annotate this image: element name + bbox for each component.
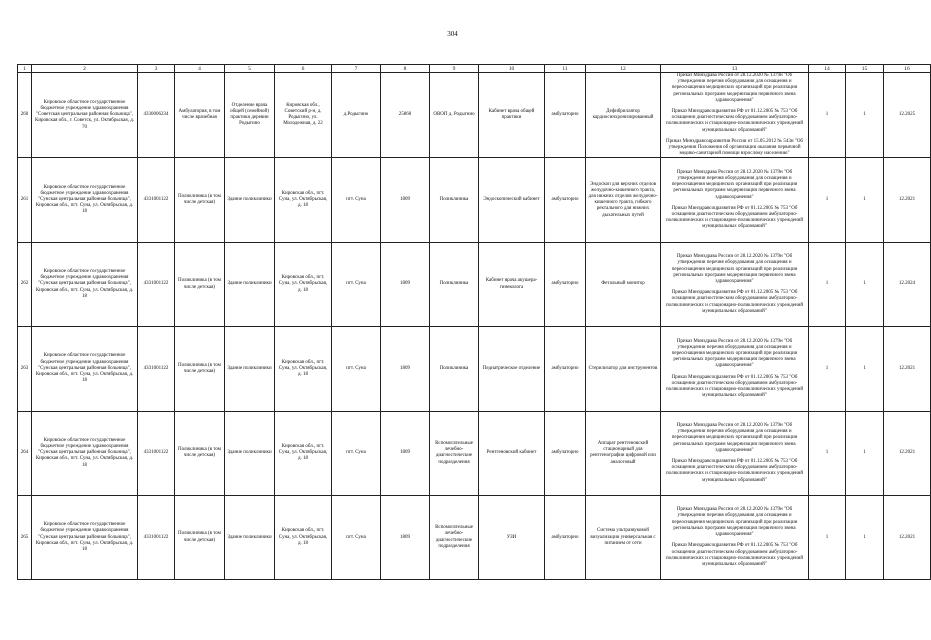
table-cell-col-1: 263 — [18, 327, 32, 411]
table-cell-col-7: пгт. Суна — [332, 242, 381, 326]
table-cell-col-1: 265 — [18, 496, 32, 580]
column-number: 1 — [18, 65, 32, 73]
table-cell-col-4: Амбулатория, в том числе врачебная — [175, 73, 225, 158]
table-row — [18, 158, 931, 242]
table-cell-col-16: 12.2021 — [884, 496, 931, 580]
regulation-text: Приказ Минздрава России от 28.12.2020 № 1379н "Об утверждении перечня оборудования для оснащения и переоснащения медицинских организаций при реализации региональных программ модернизации первичного звена здравоохранения" — [671, 254, 798, 284]
table-cell-col-7: пгт. Суна — [332, 411, 381, 495]
table-row — [18, 411, 931, 495]
column-number: 3 — [138, 65, 175, 73]
table-cell-col-6: Кировская обл., пгт. Суна, ул. Октябрьская, д. 18 — [275, 242, 332, 326]
regulation-text: Приказ Минздравсоцразвития РФ от 01.12.2005 № 753 "Об оснащении диагностическим оборудованием амбулаторно-поликлинических и стационарно-поликлинических учреждений муниципальных образований" — [665, 205, 803, 230]
table-cell-col-1: 260 — [18, 73, 32, 158]
regulation-cell — [661, 73, 809, 158]
table-cell-col-16: 12.2021 — [884, 327, 931, 411]
table-cell-col-7: пгт. Суна — [332, 327, 381, 411]
table-cell-col-2: Кировское областное государственное бюджетное учреждение здравоохранения "Советская центральная районная больница", Кировская обл., г. Советск, ул. Октябрьская, д. 70 — [32, 73, 138, 158]
table-cell-col-2: Кировское областное государственное бюджетное учреждение здравоохранения "Сунская центральная районная больница", Кировская обл., пгт. Суна, ул. Октябрьская, д. 18 — [32, 327, 138, 411]
table-cell-col-4: Поликлиника (в том числе детская) — [175, 496, 225, 580]
regulation-text: Приказ Минздравсоцразвития РФ от 01.12.2005 № 753 "Об оснащении диагностическим оборудованием амбулаторно-поликлинических и стационарно-поликлинических учреждений муниципальных образований" — [665, 374, 803, 399]
table-cell-col-2: Кировское областное государственное бюджетное учреждение здравоохранения "Сунская центральная районная больница", Кировская обл., пгт. Суна, ул. Октябрьская, д. 18 — [32, 411, 138, 495]
table-cell-col-2: Кировское областное государственное бюджетное учреждение здравоохранения "Сунская центральная районная больница", Кировская обл., пгт. Суна, ул. Октябрьская, д. 18 — [32, 496, 138, 580]
table-cell-col-6: Кировская обл., пгт. Суна, ул. Октябрьская, д. 18 — [275, 158, 332, 242]
table-cell-col-15: 1 — [846, 242, 884, 326]
table-cell-col-1: 261 — [18, 158, 32, 242]
table-cell-col-11: амбулаторно — [545, 327, 586, 411]
table-cell-col-11: амбулаторно — [545, 158, 586, 242]
regulation-cell — [661, 242, 809, 326]
table-row — [18, 73, 931, 158]
column-number: 6 — [275, 65, 332, 73]
column-number: 5 — [225, 65, 275, 73]
regulation-cell — [661, 158, 809, 242]
table-cell-col-8: 1809 — [381, 242, 430, 326]
regulation-cell — [661, 327, 809, 411]
table-cell-col-11: амбулаторно — [545, 411, 586, 495]
table-cell-col-12: Дефибриллятор кардиосинхронизированный — [586, 73, 661, 158]
table-cell-col-12: Фетальный монитор — [586, 242, 661, 326]
table-cell-col-14: 1 — [809, 411, 846, 495]
column-number: 2 — [32, 65, 138, 73]
table-cell-col-15: 1 — [846, 411, 884, 495]
table-cell-col-5: Здание поликлиники — [225, 327, 275, 411]
table-row — [18, 242, 931, 326]
column-number: 10 — [479, 65, 545, 73]
table-cell-col-3: 4331001122 — [138, 242, 175, 326]
table-cell-col-3: 4331001122 — [138, 158, 175, 242]
table-cell-col-8: 25860 — [381, 73, 430, 158]
column-number: 12 — [586, 65, 661, 73]
table-cell-col-16: 12.2021 — [884, 411, 931, 495]
column-number: 11 — [545, 65, 586, 73]
regulation-text: Приказ Минздрава России от 28.12.2020 № 1379н "Об утверждении перечня оборудования для оснащения и переоснащения медицинских организаций при реализации региональных программ модернизации первичного звена здравоохранения" — [671, 73, 798, 103]
table-cell-col-10: Педиатрическое отделение — [479, 327, 545, 411]
table-cell-col-3: 4331001122 — [138, 327, 175, 411]
table-cell-col-8: 1809 — [381, 496, 430, 580]
table-cell-col-10: Рентгеновский кабинет — [479, 411, 545, 495]
table-cell-col-3: 4330006234 — [138, 73, 175, 158]
table-cell-col-9: Вспомогательные лечебно-диагностические подразделения — [430, 496, 479, 580]
table-cell-col-5: Отделение врача общей (семейной) практики деревни Родыгино — [225, 73, 275, 158]
table-cell-col-6: Кировская обл., пгт. Суна, ул. Октябрьская, д. 18 — [275, 327, 332, 411]
regulation-text: Приказ Минздравсоцразвития РФ от 01.12.2005 № 753 "Об оснащении диагностическим оборудованием амбулаторно-поликлинических и стационарно-поликлинических учреждений муниципальных образований" — [665, 543, 803, 567]
table-cell-col-15: 1 — [846, 73, 884, 158]
table-cell-col-15: 1 — [846, 327, 884, 411]
table-cell-col-4: Поликлиника (в том числе детская) — [175, 158, 225, 242]
table-cell-col-5: Здание поликлиники — [225, 496, 275, 580]
table-cell-col-6: Кировская обл., пгт. Суна, ул. Октябрьская, д. 18 — [275, 411, 332, 495]
table-cell-col-12: Эндоскоп для верхних отделов желудочно-кишечного тракта, для нижних отделов желудочно-кишечного тракта, гибкого ректального для нижних дыхательных путей — [586, 158, 661, 242]
table-cell-col-1: 264 — [18, 411, 32, 495]
table-cell-col-8: 1809 — [381, 158, 430, 242]
table-cell-col-16: 12.2021 — [884, 158, 931, 242]
table-cell-col-15: 1 — [846, 158, 884, 242]
table-cell-col-10: Эндоскопический кабинет — [479, 158, 545, 242]
column-number: 15 — [846, 65, 884, 73]
table-cell-col-15: 1 — [846, 496, 884, 580]
table-cell-col-14: 1 — [809, 73, 846, 158]
table-cell-col-5: Здание поликлиники — [225, 158, 275, 242]
table-cell-col-8: 1809 — [381, 411, 430, 495]
table-cell-col-11: амбулаторно — [545, 242, 586, 326]
table-cell-col-3: 4331001122 — [138, 411, 175, 495]
table-cell-col-6: Кировская обл., пгт. Суна, ул. Октябрьская, д. 18 — [275, 496, 332, 580]
table-cell-col-6: Кировская обл., Советский р-н, д. Родыгино, ул. Молодежная, д. 22 — [275, 73, 332, 158]
table-cell-col-11: амбулаторно — [545, 496, 586, 580]
table-cell-col-9: ОВОП д. Родыгино — [430, 73, 479, 158]
table-cell-col-9: Поликлиника — [430, 158, 479, 242]
table-cell-col-4: Поликлиника (в том числе детская) — [175, 242, 225, 326]
regulation-text: Приказ Минздравсоцразвития РФ от 01.12.2005 № 753 "Об оснащении диагностическим оборудованием амбулаторно-поликлинических и стационарно-поликлинических учреждений муниципальных образований" — [665, 109, 803, 133]
table-cell-col-14: 1 — [809, 158, 846, 242]
column-number-row — [18, 65, 931, 73]
table-cell-col-5: Здание поликлиники — [225, 242, 275, 326]
table-cell-col-4: Поликлиника (в том числе детская) — [175, 327, 225, 411]
equipment-table — [17, 64, 931, 580]
table-cell-col-10: Кабинет врача общей практики — [479, 73, 545, 158]
table-cell-col-7: пгт. Суна — [332, 496, 381, 580]
table-cell-col-10: Кабинет врача акушера-гинеколога — [479, 242, 545, 326]
table-cell-col-2: Кировское областное государственное бюджетное учреждение здравоохранения "Сунская центральная районная больница", Кировская обл., пгт. Суна, ул. Октябрьская, д. 18 — [32, 158, 138, 242]
regulation-cell — [661, 411, 809, 495]
column-number: 13 — [661, 65, 809, 73]
table-row — [18, 327, 931, 411]
table-cell-col-14: 1 — [809, 242, 846, 326]
regulation-text: Приказ Минздрава России от 28.12.2020 № 1379н "Об утверждении перечня оборудования для оснащения и переоснащения медицинских организаций при реализации региональных программ модернизации первичного звена здравоохранения" — [671, 422, 798, 453]
column-number: 4 — [175, 65, 225, 73]
table-row — [18, 496, 931, 580]
regulation-text: Приказ Минздрава России от 28.12.2020 № 1379н "Об утверждении перечня оборудования для оснащения и переоснащения медицинских организаций при реализации региональных программ модернизации первичного звена здравоохранения" — [671, 169, 798, 200]
regulation-cell — [661, 496, 809, 580]
table-cell-col-12: Аппарат рентгеновский стационарный для рентгенографии цифровой или аналоговый — [586, 411, 661, 495]
table-cell-col-7: д.Родыгино — [332, 73, 381, 158]
table-cell-col-12: Система ультразвуковой визуализации универсальная с питанием от сети — [586, 496, 661, 580]
regulation-text: Приказ Минздрава России от 28.12.2020 № 1379н "Об утверждении перечня оборудования для оснащения и переоснащения медицинских организаций при реализации региональных программ модернизации первичного звена здравоохранения" — [671, 338, 798, 369]
column-number: 16 — [884, 65, 931, 73]
column-number: 8 — [381, 65, 430, 73]
table-cell-col-16: 12.2025 — [884, 73, 931, 158]
column-number: 14 — [809, 65, 846, 73]
table-cell-col-8: 1809 — [381, 327, 430, 411]
table-cell-col-10: УЗИ — [479, 496, 545, 580]
table-cell-col-14: 1 — [809, 496, 846, 580]
regulation-text: Приказ Минздрава России от 28.12.2020 № 1379н "Об утверждении перечня оборудования для оснащения и переоснащения медицинских организаций при реализации региональных программ модернизации первичного звена здравоохранения" — [671, 507, 798, 538]
table-cell-col-9: Поликлиника — [430, 242, 479, 326]
table-cell-col-12: Стерилизатор для инструментов — [586, 327, 661, 411]
regulation-text: Приказ Минздравсоцразвития РФ от 01.12.2005 № 753 "Об оснащении диагностическим оборудованием амбулаторно-поликлинических и стационарно-поликлинических учреждений муниципальных образований" — [665, 458, 803, 483]
column-number: 9 — [430, 65, 479, 73]
table-cell-col-5: Здание поликлиники — [225, 411, 275, 495]
table-cell-col-11: амбулаторно — [545, 73, 586, 158]
table-cell-col-3: 4331001122 — [138, 496, 175, 580]
regulation-text: Приказ Минздравсоцразвития РФ от 01.12.2005 № 753 "Об оснащении диагностическим оборудованием амбулаторно-поликлинических и стационарно-поликлинических учреждений муниципальных образований" — [665, 290, 803, 314]
table-cell-col-9: Вспомогательные лечебно-диагностические подразделения — [430, 411, 479, 495]
table-cell-col-2: Кировское областное государственное бюджетное учреждение здравоохранения "Сунская центральная районная больница", Кировская обл., пгт. Суна, ул. Октябрьская, д. 18 — [32, 242, 138, 326]
table-cell-col-7: пгт. Суна — [332, 158, 381, 242]
column-number: 7 — [332, 65, 381, 73]
table-cell-col-1: 262 — [18, 242, 32, 326]
table-cell-col-14: 1 — [809, 327, 846, 411]
regulation-text: Приказ Минздравсоцразвития России от 15.05.2012 № 543н "Об утверждении Положения об организации оказания первичной медико-санитарной помощи взрослому населению" — [666, 138, 803, 157]
table-cell-col-16: 12.2024 — [884, 242, 931, 326]
table-cell-col-4: Поликлиника (в том числе детская) — [175, 411, 225, 495]
page-number: 304 — [447, 30, 458, 38]
table-cell-col-9: Поликлиника — [430, 327, 479, 411]
